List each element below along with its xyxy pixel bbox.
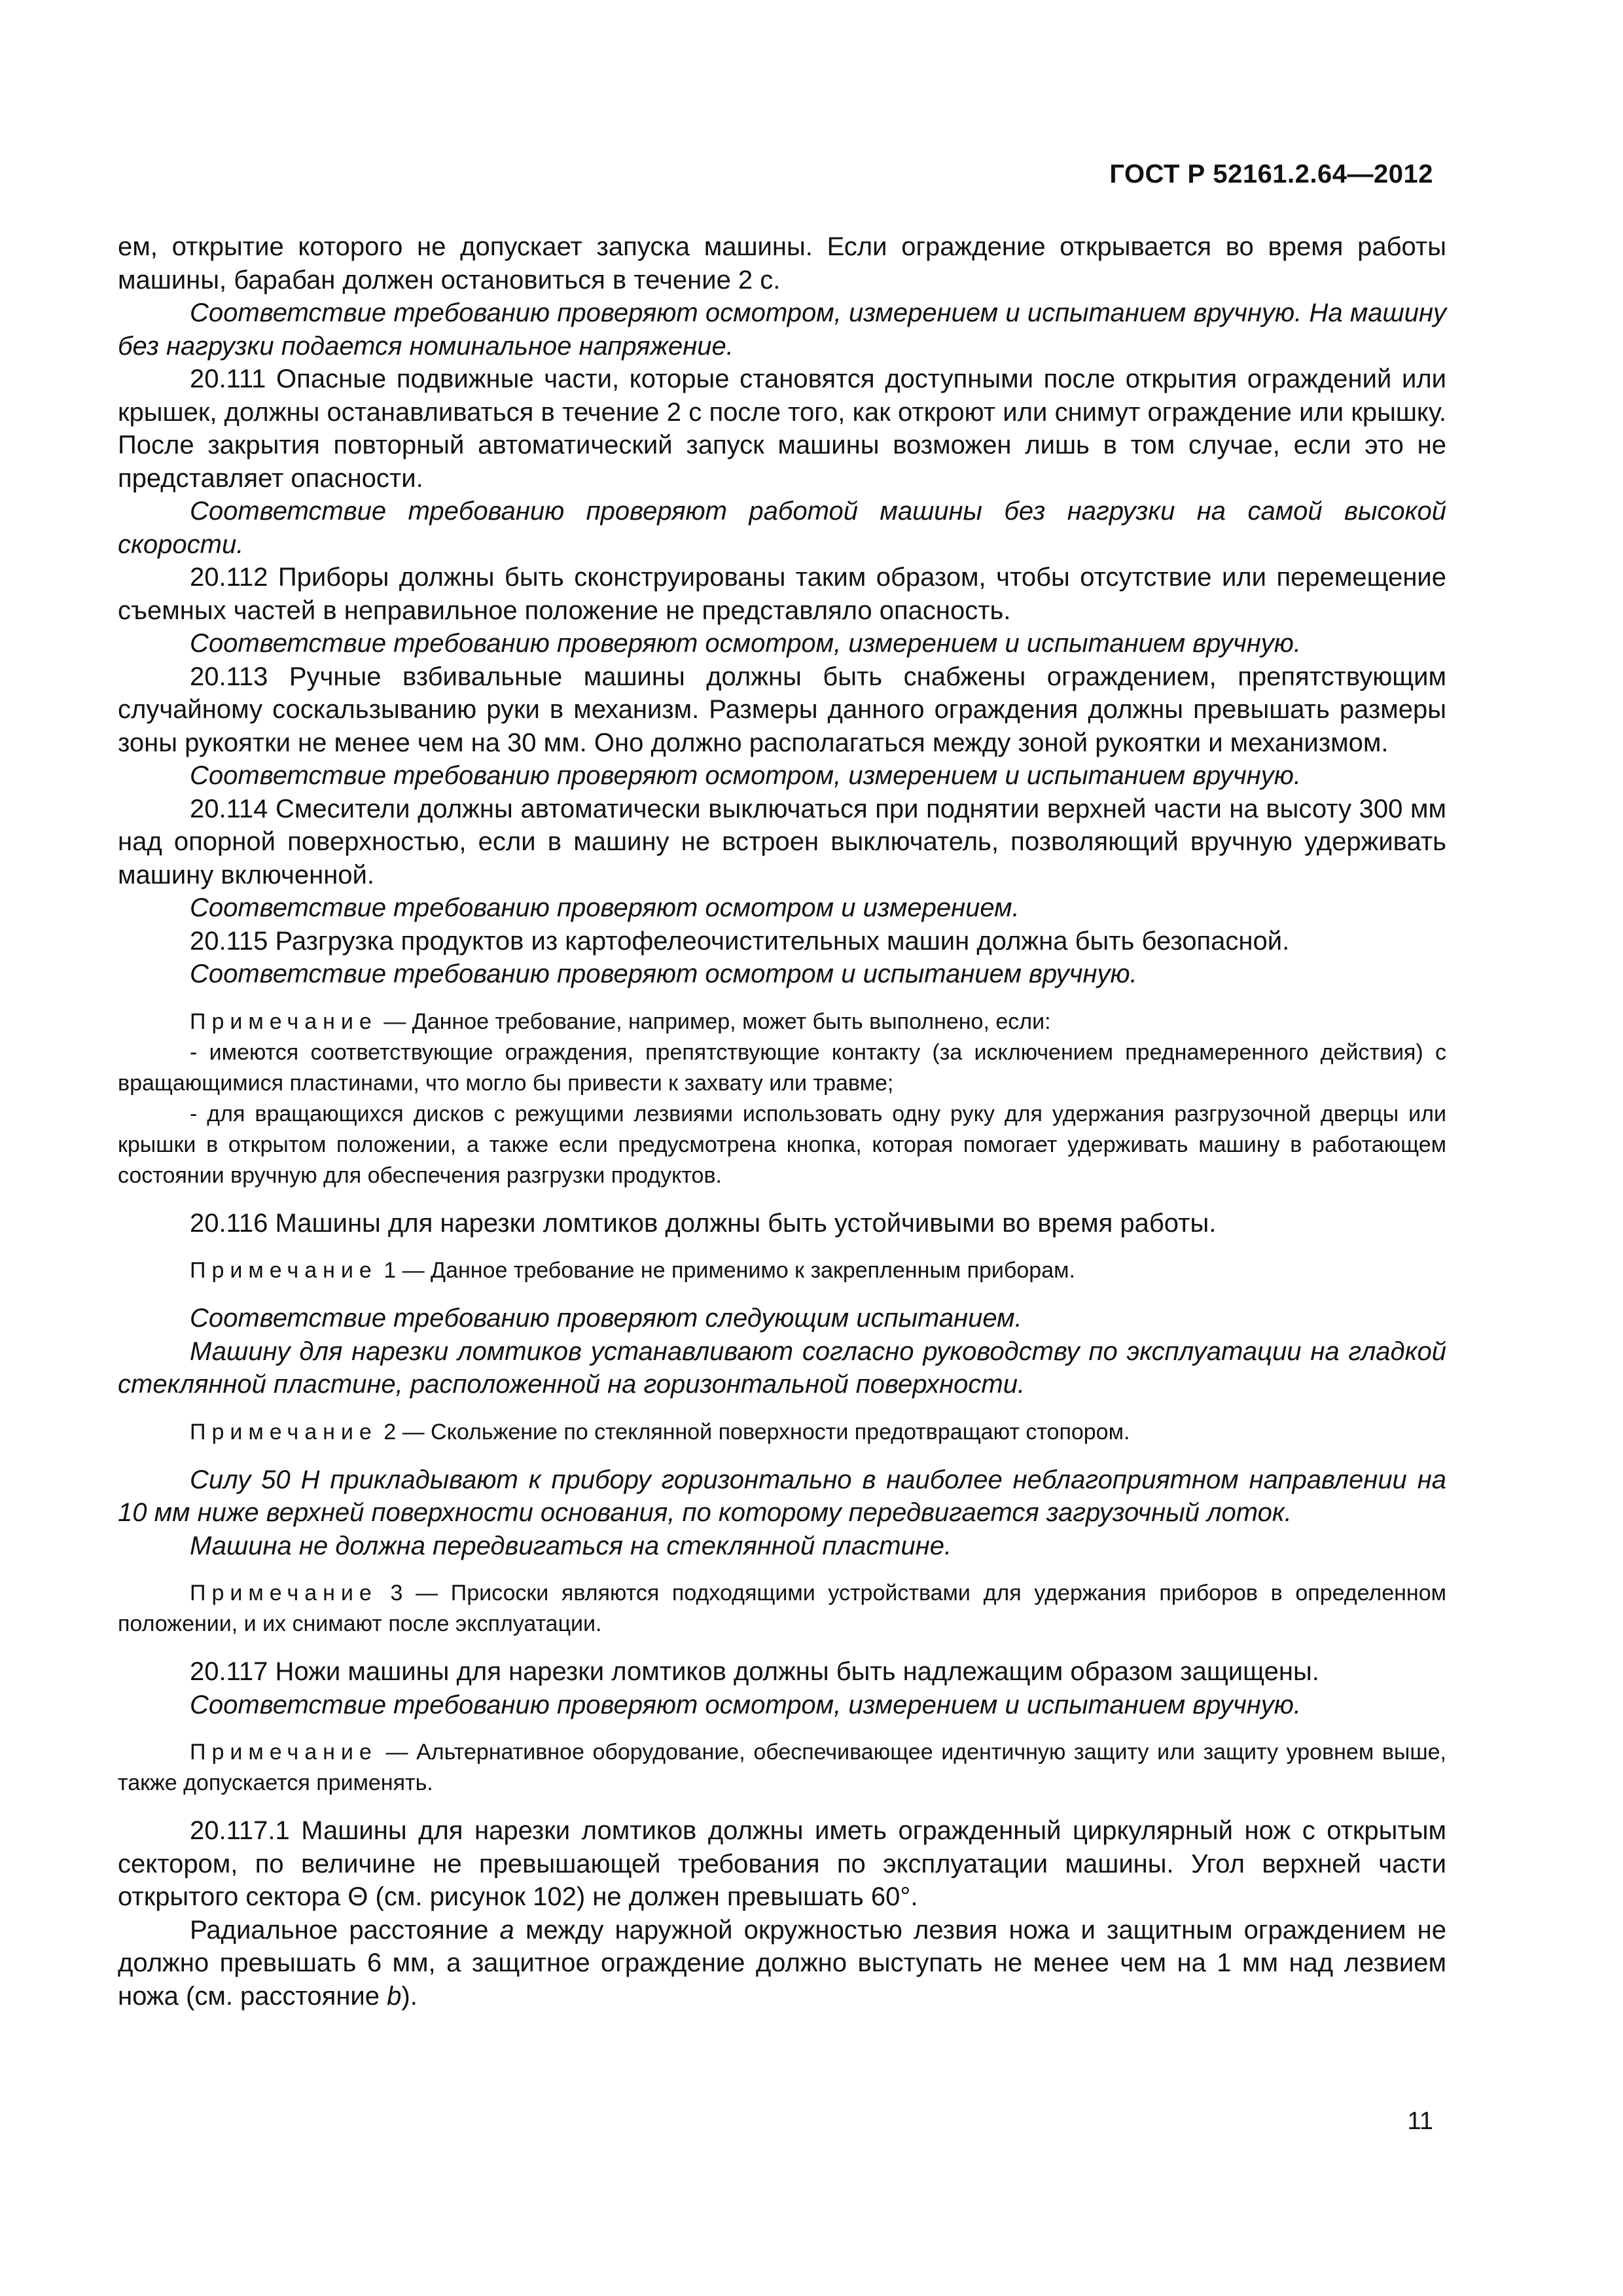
text-run: Радиальное расстояние — [190, 1915, 500, 1945]
clause-20-117: 20.117 Ножи машины для нарезки ломтиков должны быть надлежащим образом защищены. — [190, 1657, 1319, 1686]
note-paragraph — [118, 1255, 1446, 1286]
variable-a: a — [499, 1915, 514, 1945]
compliance-paragraph: Соответствие требованию проверяют осмотром, измерением и испытанием вручную. — [190, 1690, 1301, 1719]
note-label: Примечание — [190, 1740, 378, 1765]
note-text: — Данное требование, например, может быть выполнено, если: — [377, 1009, 1051, 1034]
document-header: ГОСТ Р 52161.2.64—2012 — [1109, 160, 1433, 188]
note-label: Примечание — [190, 1258, 378, 1283]
test-result-paragraph: Машина не должна передвигаться на стеклянной пластине. — [190, 1531, 952, 1560]
note-text: — Альтернативное оборудование, обеспечивающее идентичную защиту или защиту уровнем выше, также допускается применять. — [118, 1740, 1446, 1795]
compliance-paragraph: Соответствие требованию проверяют осмотром и испытанием вручную. — [190, 960, 1137, 988]
variable-b: b — [387, 1981, 402, 2011]
note-text: 2 — Скольжение по стеклянной поверхности предотвращают стопором. — [377, 1419, 1130, 1444]
text-run: между наружной окружностью лезвия ножа и защитным ограждением не должно превышать 6 мм, а защитное ограждение должно выступать не менее чем на 1 мм над лезвием ножа (см. расстояние — [118, 1915, 1447, 2011]
note-paragraph — [118, 1417, 1446, 1448]
test-procedure-paragraph: Силу 50 Н прикладывают к прибору горизонтально в наиболее неблагоприятном направлении на 10 мм ниже верхней поверхности основания, по которому передвигается загрузочный лоток. — [118, 1465, 1446, 1527]
clause-20-114: 20.114 Смесители должны автоматически выключаться при поднятии верхней части на высоту 300 мм над опорной поверхностью, если в машину не встроен выключатель, позволяющий вручную удерживать машину включенной. — [118, 794, 1446, 889]
note-list-item: - для вращающихся дисков с режущими лезвиями использовать одну руку для удержания разгрузочной дверцы или крышки в открытом положении, а также если предусмотрена кнопка, которая помогает удерживать машину в работающем состоянии вручную для обеспечения разгрузки продуктов. — [118, 1101, 1446, 1188]
note-paragraph — [118, 1737, 1446, 1799]
note-text: 3 — Присоски являются подходящими устройствами для удержания приборов в определенном положении, и их снимают после эксплуатации. — [118, 1581, 1446, 1636]
note-label: Примечание — [190, 1419, 378, 1444]
note-label: Примечание — [190, 1009, 378, 1034]
compliance-paragraph: Соответствие требованию проверяют осмотром, измерением и испытанием вручную. — [190, 761, 1301, 790]
clause-20-117-1: 20.117.1 Машины для нарезки ломтиков должны иметь огражденный циркулярный нож с открытым сектором, по величине не превышающей требования по эксплуатации машины. Угол верхней части открытого сектора Θ (см. рисунок 102) не должен превышать 60°. — [118, 1816, 1446, 1911]
clause-20-116: 20.116 Машины для нарезки ломтиков должны быть устойчивыми во время работы. — [190, 1208, 1217, 1238]
note-label: Примечание — [190, 1581, 378, 1605]
note-paragraph — [118, 1007, 1446, 1037]
clause-radial-distance — [118, 1914, 1446, 2013]
clause-20-113: 20.113 Ручные взбивальные машины должны быть снабжены ограждением, препятствующим случайному соскальзыванию руки в механизм. Размеры данного ограждения должны превышать размеры зоны рукоятки не менее чем на 30 мм. Оно должно располагаться между зоной рукоятки и механизмом. — [118, 662, 1446, 757]
compliance-paragraph: Соответствие требованию проверяют работой машины без нагрузки на самой высокой скорости. — [118, 497, 1446, 559]
compliance-paragraph: Соответствие требованию проверяют следующим испытанием. — [190, 1304, 1022, 1333]
text-run: ). — [401, 1981, 418, 2011]
document-body — [118, 230, 1446, 2013]
paragraph-continuation: ем, открытие которого не допускает запуска машины. Если ограждение открывается во время работы машины, барабан должен остановиться в течение 2 с. — [118, 232, 1446, 295]
note-paragraph — [118, 1578, 1446, 1640]
clause-20-111: 20.111 Опасные подвижные части, которые становятся доступными после открытия ограждений или крышек, должны останавливаться в течение 2 с после того, как откроют или снимут ограждение или крышку. После закрытия повторный автоматический запуск машины возможен лишь в том случае, если это не представляет опасности. — [118, 365, 1446, 493]
clause-20-115: 20.115 Разгрузка продуктов из картофелеочистительных машин должна быть безопасной. — [190, 926, 1290, 956]
page-number: 11 — [1407, 2108, 1433, 2135]
compliance-paragraph: Соответствие требованию проверяют осмотром, измерением и испытанием вручную. На машину без нагрузки подается номинальное напряжение. — [118, 298, 1446, 361]
test-procedure-paragraph: Машину для нарезки ломтиков устанавливают согласно руководству по эксплуатации на гладкой стеклянной пластине, расположенной на горизонтальной поверхности. — [118, 1336, 1446, 1399]
compliance-paragraph: Соответствие требованию проверяют осмотром, измерением и испытанием вручную. — [190, 629, 1301, 658]
clause-20-112: 20.112 Приборы должны быть сконструированы таким образом, чтобы отсутствие или перемещение съемных частей в неправильное положение не представляло опасность. — [118, 563, 1446, 625]
compliance-paragraph: Соответствие требованию проверяют осмотром и измерением. — [190, 893, 1020, 922]
note-text: 1 — Данное требование не применимо к закрепленным приборам. — [377, 1258, 1075, 1283]
note-list-item: - имеются соответствующие ограждения, препятствующие контакту (за исключением преднамеренного действия) с вращающимися пластинами, что могло бы привести к захвату или травме; — [118, 1039, 1446, 1096]
